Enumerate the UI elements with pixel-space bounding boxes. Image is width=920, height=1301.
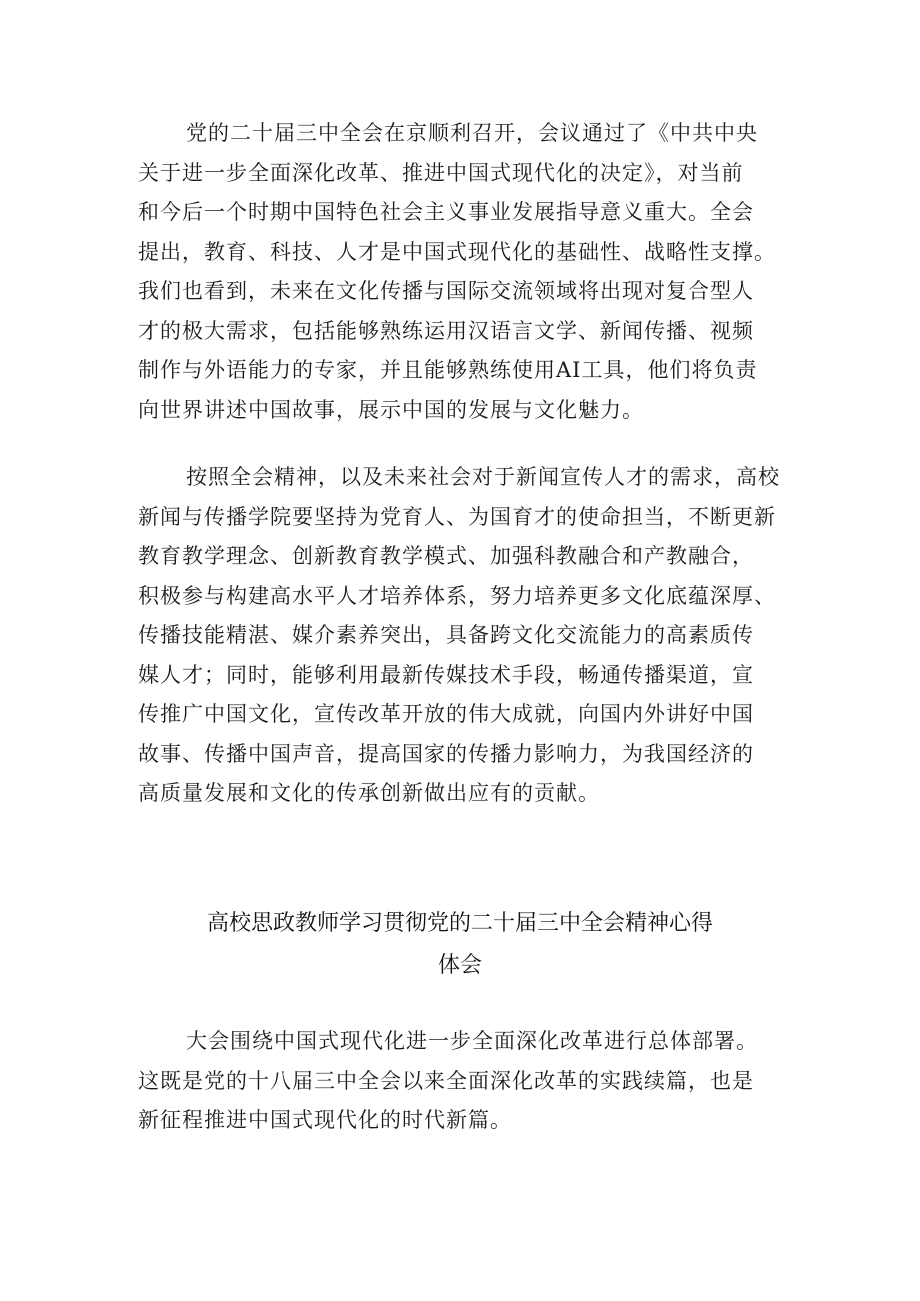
paragraph-line: 传播技能精湛、媒介素养突出，具备跨文化交流能力的高素质传 xyxy=(138,623,754,647)
paragraph-line: 按照全会精神，以及未来社会对于新闻宣传人才的需求，高校 xyxy=(186,465,780,489)
paragraph-line: 传推广中国文化，宣传改革开放的伟大成就，向国内外讲好中国 xyxy=(138,702,754,726)
paragraph-line: 高质量发展和文化的传承创新做出应有的贡献。 xyxy=(138,781,600,805)
paragraph-line: 向世界讲述中国故事，展示中国的发展与文化魅力。 xyxy=(138,397,644,422)
paragraph-line: 新征程推进中国式现代化的时代新篇。 xyxy=(138,1108,512,1132)
heading-line: 体会 xyxy=(437,953,482,978)
paragraph-line: 提出，教育、科技、人才是中国式现代化的基础性、战略性支撑。 xyxy=(138,239,776,264)
paragraph-line: 大会围绕中国式现代化进一步全面深化改革进行总体部署。 xyxy=(186,1029,758,1053)
body-paragraph-3 xyxy=(138,1022,798,1141)
paragraph-line: 这既是党的十八届三中全会以来全面深化改革的实践续篇，也是 xyxy=(138,1068,754,1093)
paragraph-line: 党的二十届三中全会在京顺利召开，会议通过了《中共中央 xyxy=(186,121,758,145)
paragraph-line: 我们也看到，未来在文化传播与国际交流领域将出现对复合型人 xyxy=(138,279,754,303)
paragraph-line: 关于进一步全面深化改革、推进中国式现代化的决定》，对当前 xyxy=(138,160,744,185)
paragraph-line: 教育教学理念、创新教育教学模式、加强科教融合和产教融合， xyxy=(138,544,754,568)
body-paragraph-2 xyxy=(138,458,798,814)
paragraph-line: 故事、传播中国声音，提高国家的传播力影响力，为我国经济的 xyxy=(138,741,754,766)
paragraph-line: 制作与外语能力的专家，并且能够熟练使用AI工具，他们将负责 xyxy=(138,358,758,382)
paragraph-line: 和今后一个时期中国特色社会主义事业发展指导意义重大。全会 xyxy=(138,200,754,224)
heading-line: 高校思政教师学习贯彻党的二十届三中全会精神心得 xyxy=(206,911,713,936)
body-paragraph-1 xyxy=(138,114,798,430)
section-heading xyxy=(0,903,920,987)
paragraph-line: 积极参与构建高水平人才培养体系，努力培养更多文化底蕴深厚、 xyxy=(138,583,776,608)
paragraph-line: 才的极大需求，包括能够熟练运用汉语言文学、新闻传播、视频 xyxy=(138,318,754,343)
paragraph-line: 新闻与传播学院要坚持为党育人、为国育才的使命担当，不断更新 xyxy=(138,504,776,529)
paragraph-line: 媒人才；同时，能够利用最新传媒技术手段，畅通传播渠道，宣 xyxy=(138,662,754,687)
